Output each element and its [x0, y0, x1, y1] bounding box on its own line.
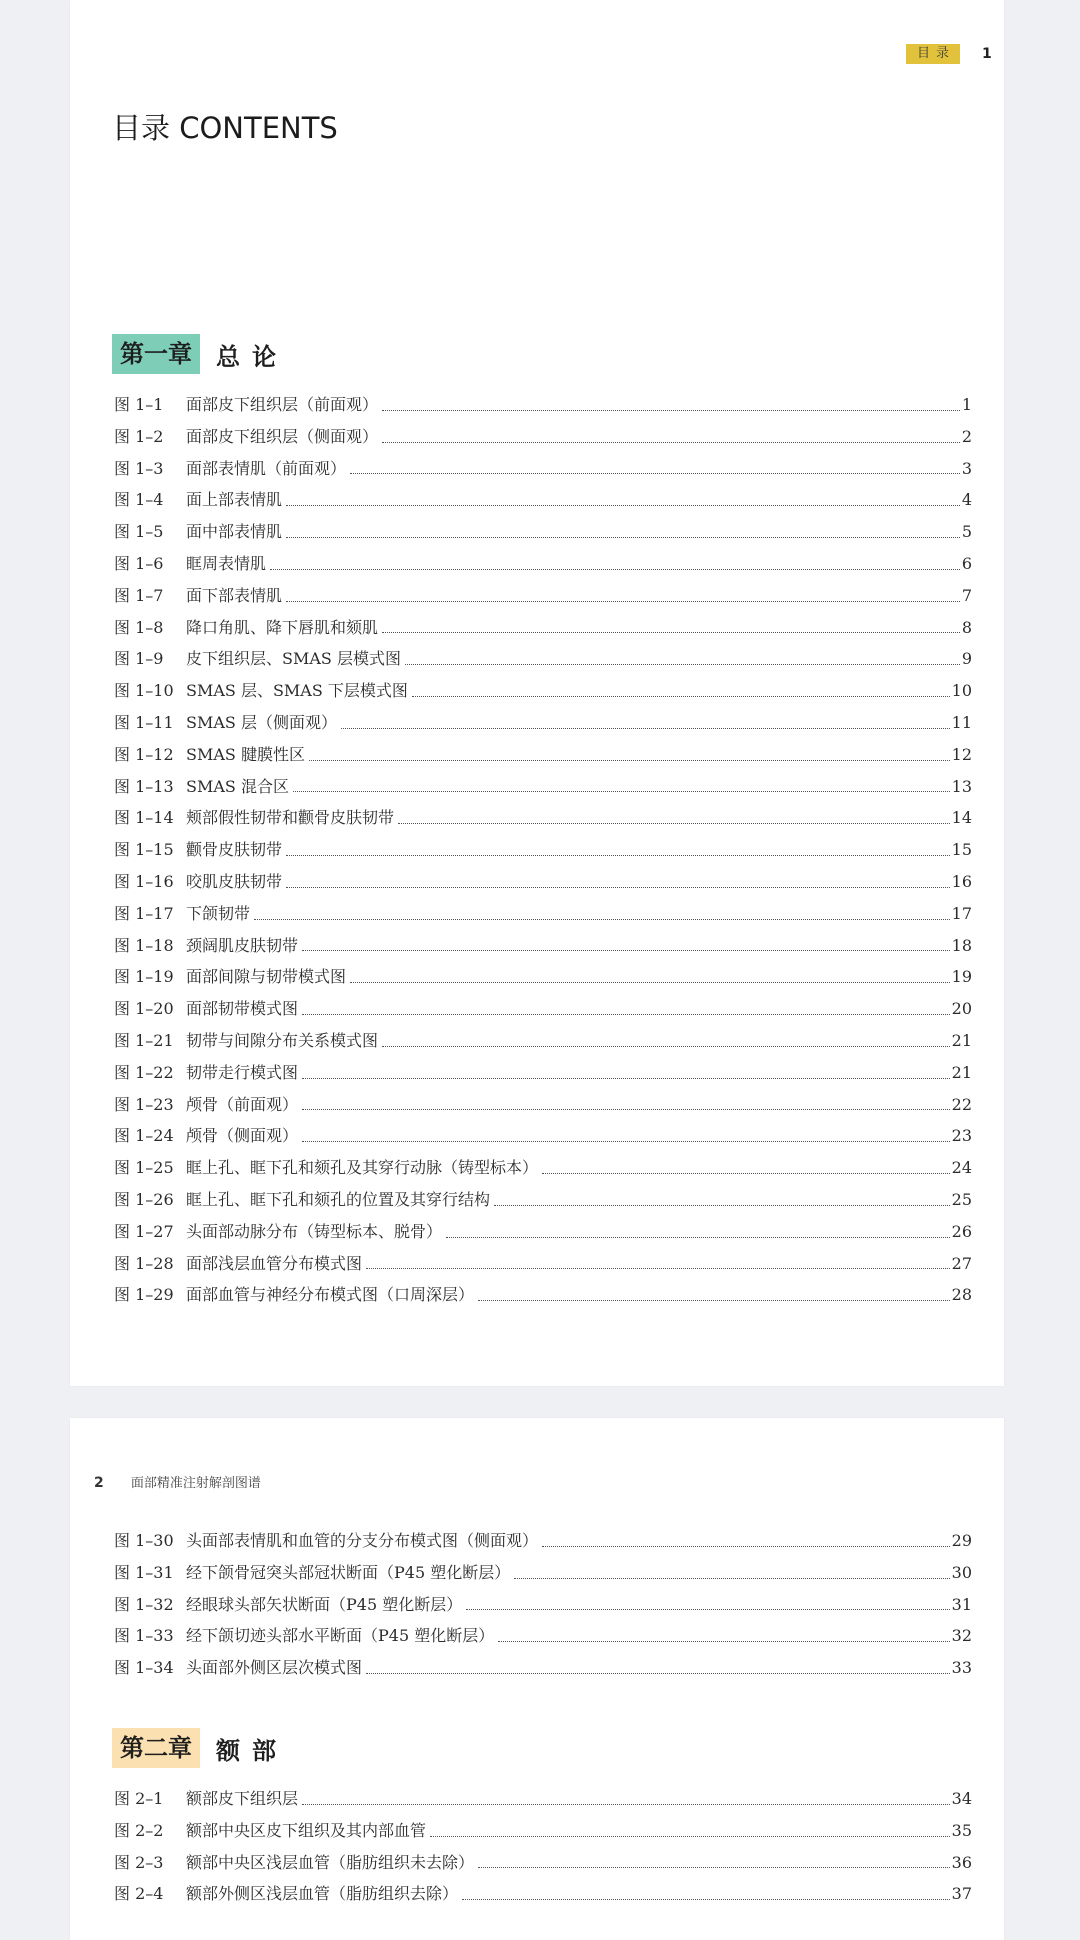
- dot-leader: [382, 632, 960, 633]
- figure-title: 降口角肌、降下唇肌和颏肌: [186, 617, 379, 637]
- figure-title: 经眼球头部矢状断面（P45 塑化断层）: [186, 1594, 463, 1614]
- toc-entry[interactable]: [114, 551, 972, 583]
- dot-leader: [286, 855, 950, 856]
- page-ref: 28: [951, 1285, 972, 1305]
- toc-entry[interactable]: [114, 901, 972, 933]
- figure-number: 图 1–33: [114, 1626, 174, 1646]
- figure-number: 图 1–8: [114, 617, 164, 637]
- toc-entry[interactable]: [114, 1282, 972, 1314]
- dot-leader: [494, 1205, 950, 1206]
- figure-title: 经下颌切迹头部水平断面（P45 塑化断层）: [186, 1626, 495, 1646]
- figure-number: 图 2–3: [114, 1852, 164, 1872]
- figure-title: 眶上孔、眶下孔和颏孔及其穿行动脉（铸型标本）: [186, 1158, 539, 1178]
- figure-number: 图 1–28: [114, 1253, 174, 1273]
- toc-page-1: [70, 0, 1004, 1386]
- figure-title: 面部浅层血管分布模式图: [186, 1253, 363, 1273]
- toc-entry[interactable]: [114, 1123, 972, 1155]
- page-ref: 9: [961, 649, 972, 669]
- toc-entry[interactable]: [114, 1528, 972, 1560]
- dot-leader: [542, 1546, 950, 1547]
- figure-title: 额部皮下组织层: [186, 1789, 299, 1808]
- toc-entry[interactable]: [114, 1060, 972, 1092]
- dot-leader: [286, 601, 960, 602]
- toc-entry[interactable]: [114, 1655, 972, 1687]
- dot-leader: [405, 664, 960, 665]
- figure-number: 图 1–22: [114, 1062, 174, 1082]
- page-ref: 37: [951, 1884, 972, 1904]
- figure-number: 图 1–26: [114, 1189, 174, 1209]
- figure-title: 额部中央区浅层血管（脂肪组织未去除）: [186, 1852, 475, 1872]
- dot-leader: [286, 887, 950, 888]
- dot-leader: [254, 919, 950, 920]
- dot-leader: [462, 1899, 950, 1900]
- figure-title: 眶周表情肌: [186, 553, 267, 573]
- toc-list: [114, 1786, 972, 1913]
- page-ref: 25: [951, 1189, 972, 1209]
- dot-leader: [293, 791, 950, 792]
- figure-title: 面部间隙与韧带模式图: [186, 967, 347, 987]
- figure-number: 图 1–30: [114, 1531, 174, 1550]
- dot-leader: [542, 1173, 950, 1174]
- chapter-name: 额部: [216, 1736, 288, 1765]
- dot-leader: [382, 410, 960, 411]
- toc-entry[interactable]: [114, 996, 972, 1028]
- figure-title: 面部皮下组织层（侧面观）: [186, 426, 379, 446]
- page-ref: 11: [951, 712, 972, 732]
- toc-entry[interactable]: [114, 1028, 972, 1060]
- figure-number: 图 1–4: [114, 490, 164, 510]
- figure-number: 图 1–1: [114, 395, 164, 414]
- figure-title: SMAS 层、SMAS 下层模式图: [186, 681, 408, 701]
- page-ref: 7: [961, 585, 972, 605]
- dot-leader: [398, 823, 950, 824]
- toc-entry[interactable]: [114, 1786, 972, 1818]
- figure-number: 图 1–10: [114, 681, 174, 701]
- figure-number: 图 1–2: [114, 426, 164, 446]
- dot-leader: [286, 537, 960, 538]
- toc-entry[interactable]: [114, 583, 972, 615]
- toc-entry[interactable]: [114, 1219, 972, 1251]
- figure-number: 图 1–25: [114, 1158, 174, 1178]
- figure-title: 头面部表情肌和血管的分支分布模式图（侧面观）: [186, 1531, 539, 1550]
- figure-number: 图 1–15: [114, 840, 174, 860]
- page-ref: 29: [951, 1531, 972, 1550]
- page-ref: 5: [961, 522, 972, 542]
- figure-title: 头面部动脉分布（铸型标本、脱骨）: [186, 1221, 443, 1241]
- page-ref: 10: [951, 681, 972, 701]
- figure-number: 图 1–12: [114, 744, 174, 764]
- figure-title: 颊部假性韧带和颧骨皮肤韧带: [186, 808, 395, 828]
- page-ref: 12: [951, 744, 972, 764]
- figure-title: 面部血管与神经分布模式图（口周深层）: [186, 1285, 475, 1305]
- dot-leader: [286, 505, 960, 506]
- page-ref: 31: [951, 1594, 972, 1614]
- figure-number: 图 1–20: [114, 999, 174, 1019]
- page-ref: 32: [951, 1626, 972, 1646]
- page-header: [70, 44, 1004, 66]
- figure-number: 图 1–7: [114, 585, 164, 605]
- dot-leader: [514, 1578, 949, 1579]
- chapter-tab: 目录: [906, 44, 960, 64]
- page-ref: 6: [961, 553, 972, 573]
- dot-leader: [302, 1109, 950, 1110]
- page-ref: 19: [951, 967, 972, 987]
- toc-entry[interactable]: [114, 487, 972, 519]
- figure-number: 图 1–9: [114, 649, 164, 669]
- figure-title: SMAS 腱膜性区: [186, 744, 305, 764]
- toc-entry[interactable]: [114, 1092, 972, 1124]
- page-ref: 27: [951, 1253, 972, 1273]
- dot-leader: [430, 1836, 950, 1837]
- figure-number: 图 1–16: [114, 871, 174, 891]
- figure-title: 额部中央区皮下组织及其内部血管: [186, 1820, 427, 1840]
- toc-entry[interactable]: [114, 1155, 972, 1187]
- page-ref: 33: [951, 1658, 972, 1678]
- toc-entry[interactable]: [114, 1818, 972, 1850]
- figure-number: 图 1–3: [114, 458, 164, 478]
- page-ref: 15: [951, 840, 972, 860]
- toc-entry[interactable]: [114, 519, 972, 551]
- figure-number: 图 1–21: [114, 1030, 174, 1050]
- dot-leader: [412, 696, 950, 697]
- figure-title: 韧带与间隙分布关系模式图: [186, 1030, 379, 1050]
- page-ref: 21: [951, 1030, 972, 1050]
- toc-entry[interactable]: [114, 424, 972, 456]
- dot-leader: [302, 1014, 950, 1015]
- dot-leader: [270, 569, 960, 570]
- toc-entry[interactable]: [114, 1850, 972, 1882]
- figure-number: 图 1–18: [114, 935, 174, 955]
- chapter-heading-1: [112, 334, 288, 374]
- toc-list: [114, 392, 972, 1314]
- figure-title: 颈阔肌皮肤韧带: [186, 935, 299, 955]
- figure-number: 图 1–19: [114, 967, 174, 987]
- figure-title: 下颌韧带: [186, 903, 251, 923]
- dot-leader: [302, 1078, 950, 1079]
- toc-entry[interactable]: [114, 710, 972, 742]
- toc-entry[interactable]: [114, 678, 972, 710]
- toc-entry[interactable]: [114, 774, 972, 806]
- chapter-heading-2: [112, 1728, 288, 1768]
- dot-leader: [309, 760, 950, 761]
- figure-number: 图 1–23: [114, 1094, 174, 1114]
- figure-title: 头面部外侧区层次模式图: [186, 1658, 363, 1678]
- chapter-label: 第一章: [112, 334, 200, 374]
- toc-entry[interactable]: [114, 1592, 972, 1624]
- figure-title: 面部韧带模式图: [186, 999, 299, 1019]
- dot-leader: [382, 1046, 950, 1047]
- toc-entry[interactable]: [114, 933, 972, 965]
- toc-entry[interactable]: [114, 1560, 972, 1592]
- figure-title: 韧带走行模式图: [186, 1062, 299, 1082]
- dot-leader: [446, 1237, 950, 1238]
- figure-title: SMAS 层（侧面观）: [186, 712, 337, 732]
- figure-title: 额部外侧区浅层血管（脂肪组织去除）: [186, 1884, 459, 1904]
- page-ref: 16: [951, 871, 972, 891]
- figure-number: 图 1–34: [114, 1658, 174, 1678]
- page-number: 1: [982, 46, 992, 62]
- page-ref: 8: [961, 617, 972, 637]
- figure-number: 图 1–13: [114, 776, 174, 796]
- chapter-label: 第二章: [112, 1728, 200, 1768]
- dot-leader: [302, 950, 950, 951]
- page-ref: 4: [961, 490, 972, 510]
- figure-number: 图 1–17: [114, 903, 174, 923]
- toc-entry[interactable]: [114, 1251, 972, 1283]
- page-ref: 26: [951, 1221, 972, 1241]
- book-title: 面部精准注射解剖图谱: [130, 1476, 261, 1491]
- figure-title: 面部表情肌（前面观）: [186, 458, 347, 478]
- toc-entry[interactable]: [114, 742, 972, 774]
- dot-leader: [366, 1673, 950, 1674]
- page-ref: 21: [951, 1062, 972, 1082]
- toc-entry[interactable]: [114, 615, 972, 647]
- toc-list: [114, 1528, 972, 1687]
- figure-title: 经下颌骨冠突头部冠状断面（P45 塑化断层）: [186, 1562, 511, 1582]
- dot-leader: [498, 1641, 949, 1642]
- toc-entry[interactable]: [114, 456, 972, 488]
- dot-leader: [466, 1609, 949, 1610]
- dot-leader: [366, 1268, 950, 1269]
- figure-title: 面部皮下组织层（前面观）: [186, 395, 379, 414]
- figure-number: 图 1–32: [114, 1594, 174, 1614]
- page-ref: 23: [951, 1126, 972, 1146]
- figure-number: 图 1–5: [114, 522, 164, 542]
- dot-leader: [382, 442, 960, 443]
- dot-leader: [302, 1141, 950, 1142]
- dot-leader: [350, 982, 950, 983]
- page-header: [94, 1472, 261, 1491]
- toc-entry[interactable]: [114, 964, 972, 996]
- page-ref: 3: [961, 458, 972, 478]
- toc-entry[interactable]: [114, 392, 972, 424]
- dot-leader: [350, 473, 960, 474]
- figure-title: 颅骨（前面观）: [186, 1094, 299, 1114]
- toc-entry[interactable]: [114, 805, 972, 837]
- figure-title: 咬肌皮肤韧带: [186, 871, 283, 891]
- dot-leader: [341, 728, 950, 729]
- page-number: 2: [94, 1475, 104, 1491]
- figure-title: 面下部表情肌: [186, 585, 283, 605]
- figure-number: 图 1–24: [114, 1126, 174, 1146]
- figure-title: 皮下组织层、SMAS 层模式图: [186, 649, 401, 669]
- page-ref: 18: [951, 935, 972, 955]
- page-title: 目录 CONTENTS: [112, 111, 338, 145]
- page-ref: 20: [951, 999, 972, 1019]
- figure-number: 图 1–6: [114, 553, 164, 573]
- dot-leader: [478, 1300, 950, 1301]
- toc-page-2: [70, 1418, 1004, 1940]
- figure-number: 图 1–31: [114, 1562, 174, 1582]
- dot-leader: [478, 1867, 950, 1868]
- page-ref: 13: [951, 776, 972, 796]
- figure-number: 图 2–4: [114, 1884, 164, 1904]
- chapter-name: 总论: [216, 342, 288, 371]
- figure-title: 眶上孔、眶下孔和颏孔的位置及其穿行结构: [186, 1189, 491, 1209]
- page-ref: 35: [951, 1820, 972, 1840]
- figure-title: 面上部表情肌: [186, 490, 283, 510]
- toc-entry[interactable]: [114, 1623, 972, 1655]
- figure-number: 图 2–2: [114, 1820, 164, 1840]
- figure-number: 图 2–1: [114, 1789, 164, 1808]
- page-ref: 34: [951, 1789, 972, 1808]
- figure-number: 图 1–27: [114, 1221, 174, 1241]
- page-ref: 30: [951, 1562, 972, 1582]
- toc-entry[interactable]: [114, 869, 972, 901]
- figure-title: 颅骨（侧面观）: [186, 1126, 299, 1146]
- page-ref: 36: [951, 1852, 972, 1872]
- figure-title: 颧骨皮肤韧带: [186, 840, 283, 860]
- page-ref: 22: [951, 1094, 972, 1114]
- toc-entry[interactable]: [114, 1881, 972, 1913]
- page-ref: 24: [951, 1158, 972, 1178]
- page-ref: 17: [951, 903, 972, 923]
- toc-entry[interactable]: [114, 837, 972, 869]
- page-ref: 2: [961, 426, 972, 446]
- toc-entry[interactable]: [114, 646, 972, 678]
- figure-number: 图 1–11: [114, 712, 174, 732]
- dot-leader: [302, 1804, 950, 1805]
- page-ref: 14: [951, 808, 972, 828]
- figure-title: 面中部表情肌: [186, 522, 283, 542]
- figure-number: 图 1–29: [114, 1285, 174, 1305]
- figure-number: 图 1–14: [114, 808, 174, 828]
- toc-entry[interactable]: [114, 1187, 972, 1219]
- figure-title: SMAS 混合区: [186, 776, 289, 796]
- page-ref: 1: [961, 395, 972, 414]
